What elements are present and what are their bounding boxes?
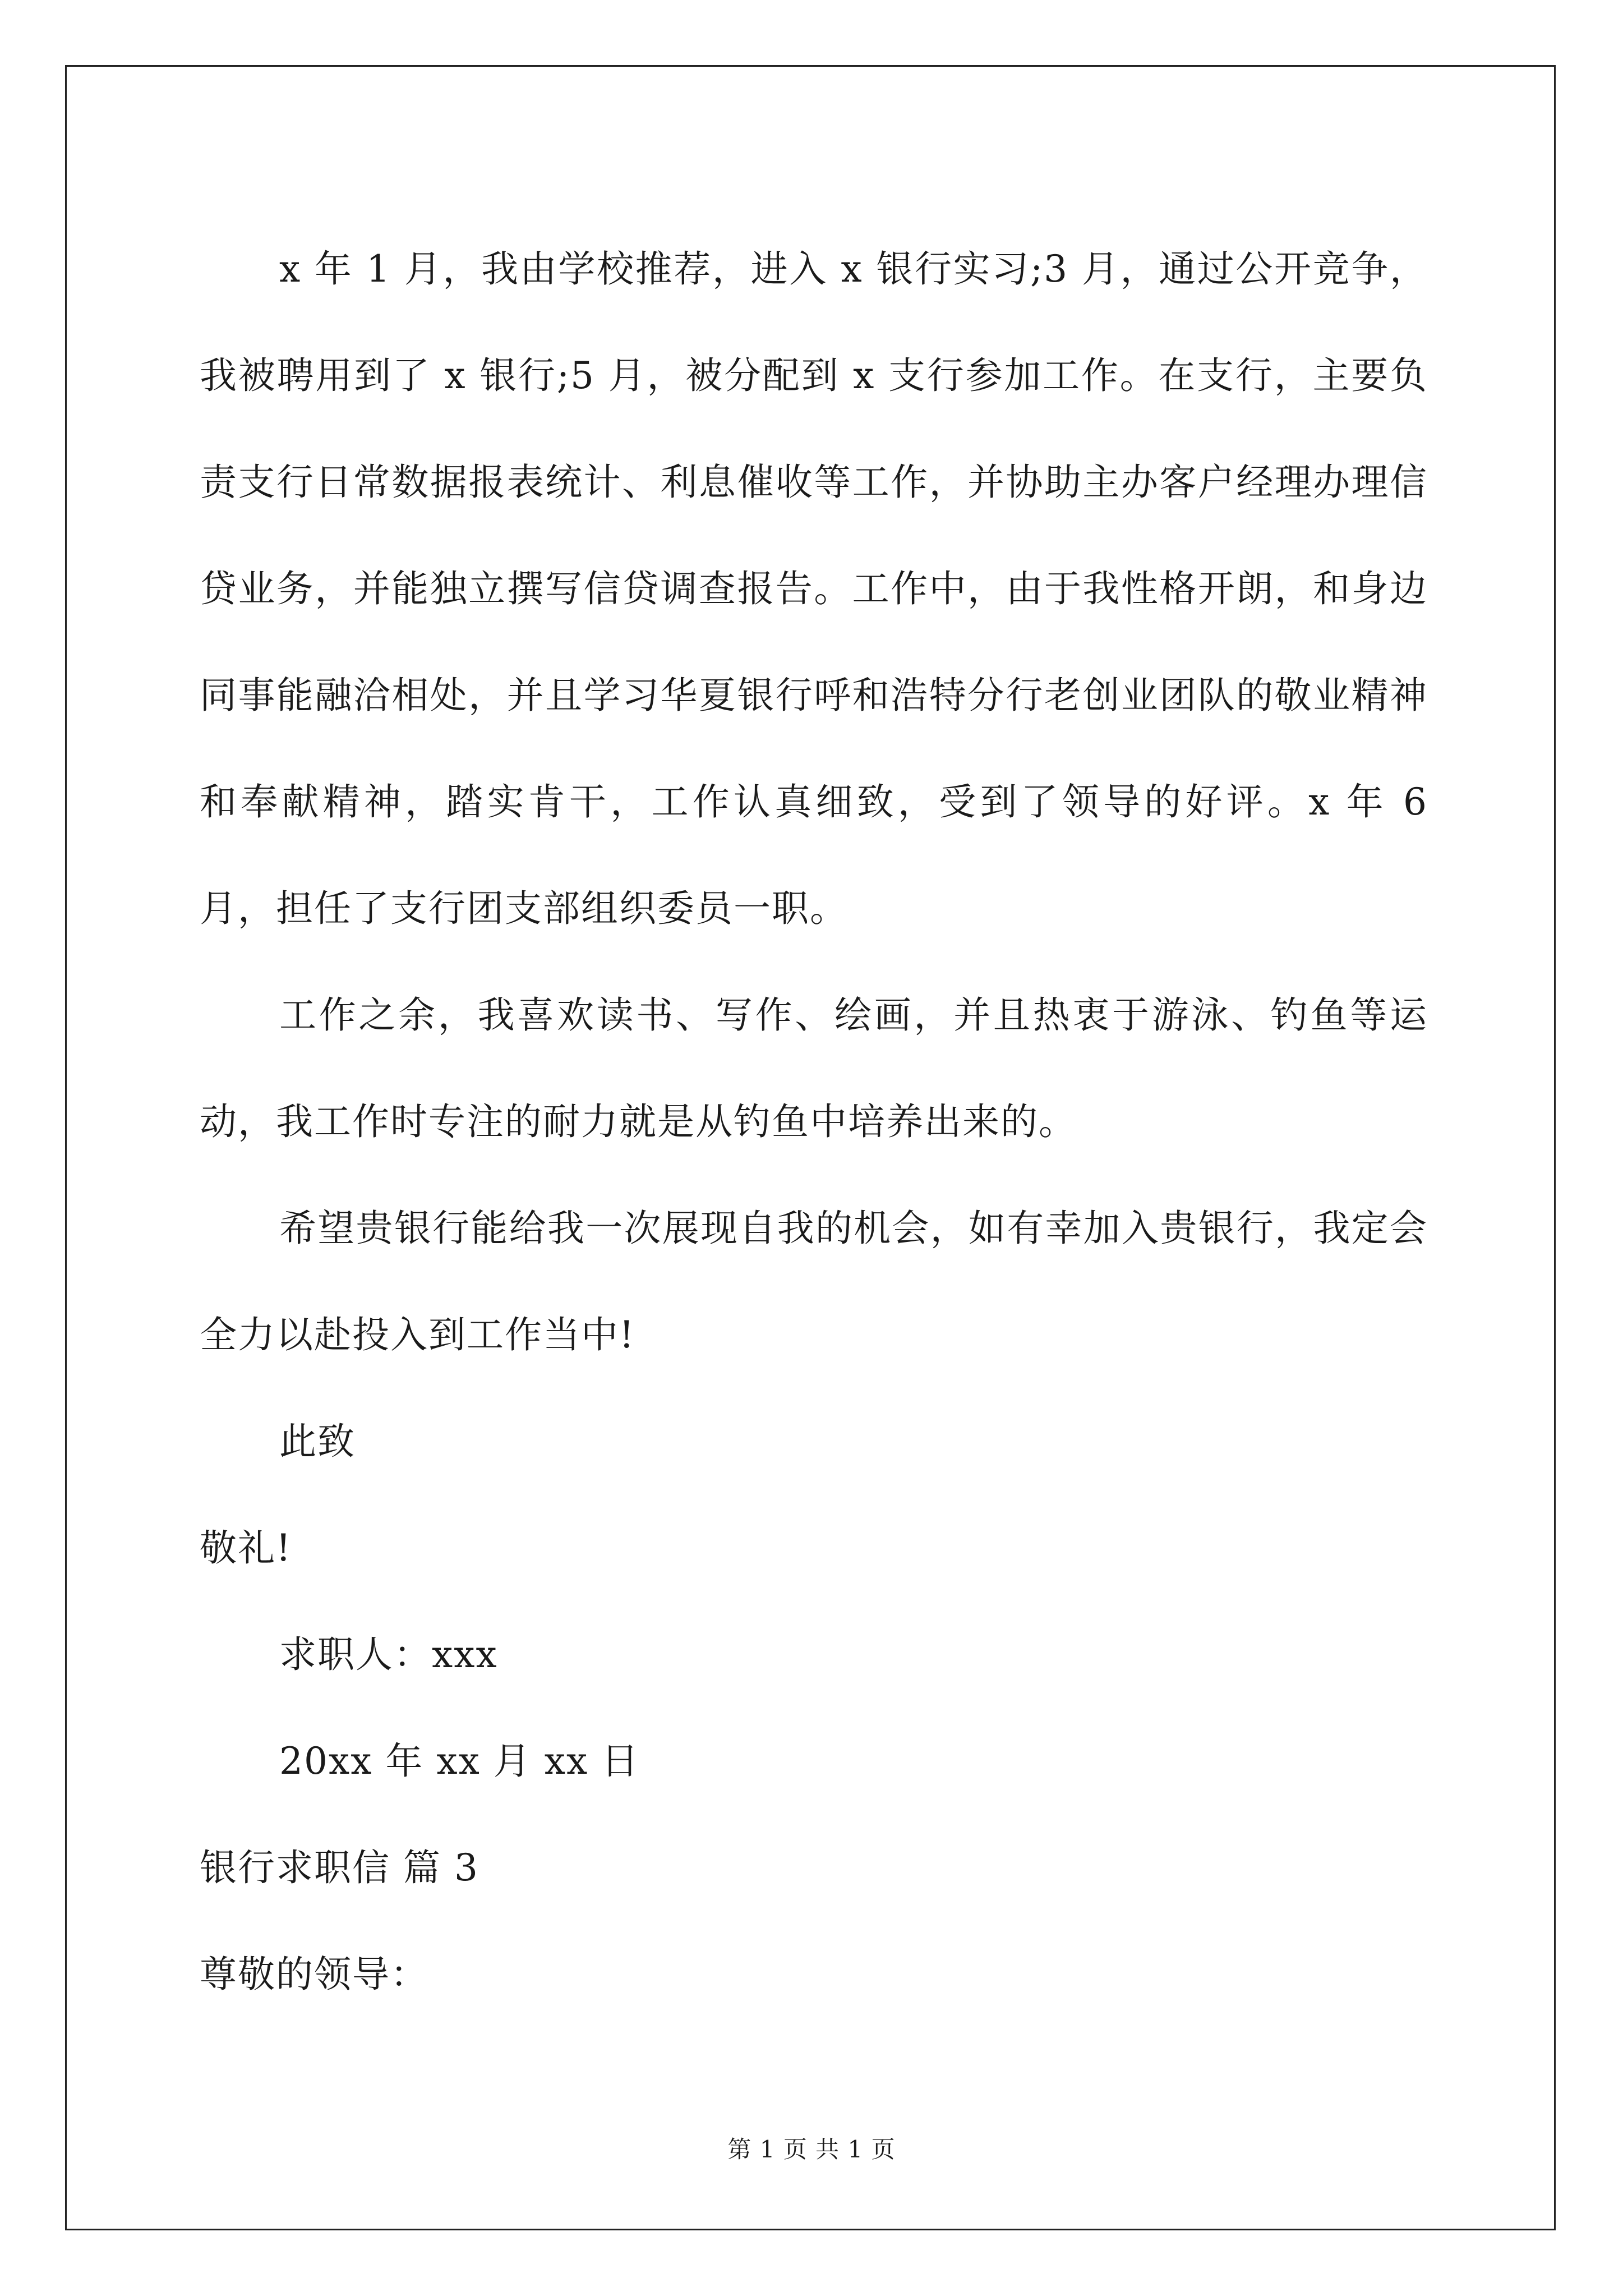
closing-line: 此致 — [279, 1420, 356, 1463]
page-footer: 第 1 页 共 1 页 — [727, 2136, 896, 2163]
letter-body — [200, 216, 1428, 2028]
greeting-line: 尊敬的领导： — [200, 1953, 428, 1996]
paragraph-hobbies: 工作之余，我喜欢读书、写作、绘画，并且热衷于游泳、钓鱼等运动，我工作时专注的耐力就是从钓鱼中培养出来的。 — [200, 993, 1428, 1143]
paragraph-internship: x 年 1 月，我由学校推荐，进入 x 银行实习;3 月，通过公开竞争，我被聘用到了 x 银行;5 月，被分配到 x 支行参加工作。在支行，主要负责支行日常数据报表统计、利息催收等工作，并协助主办客户经理办理信贷业务，并能独立撰写信贷调查报告。工作中，由于我性格开朗，和身边同事能融洽相处，并且学习华夏银行呼和浩特分行老创业团队的敬业精神和奉献精神，踏实肯干，工作认真细致，受到了领导的好评。x 年 6 月，担任了支行团支部组织委员一职。 — [200, 247, 1428, 930]
salute-line: 敬礼! — [200, 1526, 292, 1570]
section-title: 银行求职信 篇 3 — [200, 1846, 479, 1889]
paragraph-hope: 希望贵银行能给我一次展现自我的机会，如有幸加入贵银行，我定会全力以赴投入到工作当中! — [200, 1207, 1428, 1356]
signature-line: 求职人：xxx — [279, 1633, 498, 1676]
date-line: 20xx 年 xx 月 xx 日 — [279, 1740, 640, 1783]
